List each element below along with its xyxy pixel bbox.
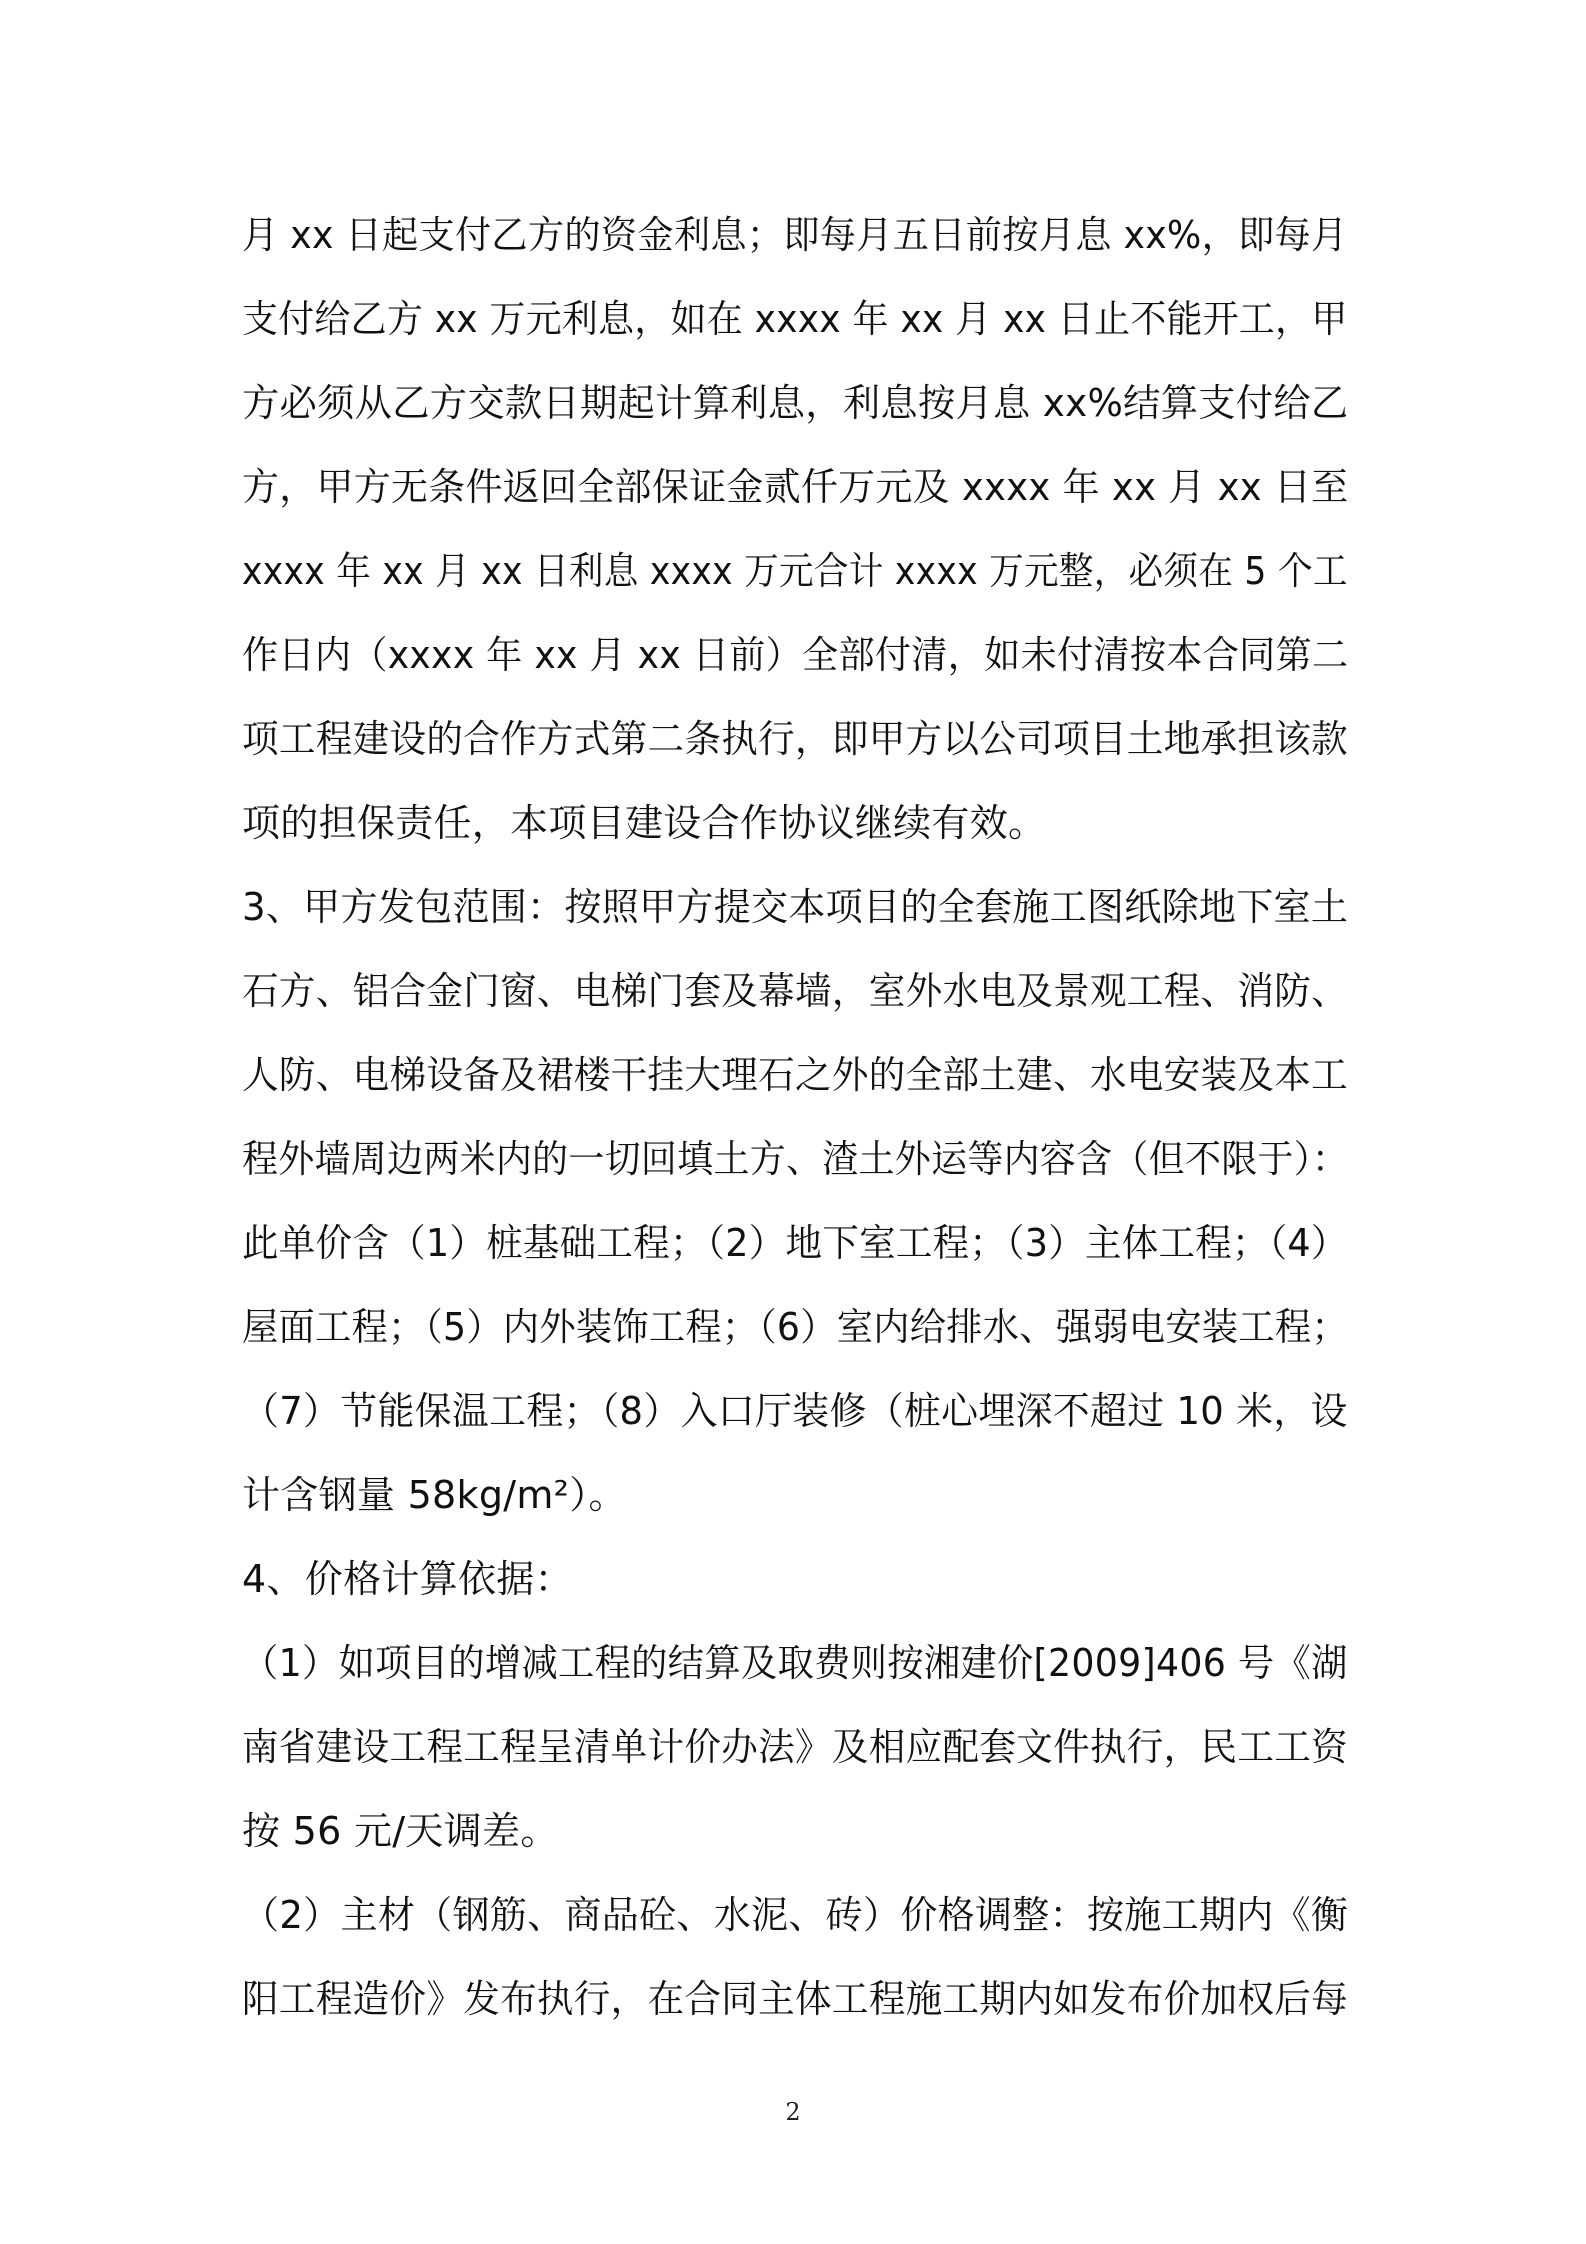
text-line: xxxx 年 xx 月 xx 日利息 xxxx 万元合计 xxxx 万元整，必须在 5 个工	[242, 549, 1348, 593]
text-line: 项的担保责任，本项目建设合作协议继续有效。	[242, 801, 1047, 845]
text-line: （1）如项目的增减工程的结算及取费则按湘建价[2009]406 号《湖	[242, 1641, 1348, 1685]
text-line: 程外墙周边两米内的一切回填土方、渣土外运等内容含（但不限于）：	[242, 1137, 1349, 1181]
page-number: 2	[785, 2098, 801, 2126]
text-line: 屋面工程；（5）内外装饰工程；（6）室内给排水、强弱电安装工程；	[242, 1305, 1348, 1349]
text-line: 阳工程造价》发布执行，在合同主体工程施工期内如发布价加权后每	[242, 1977, 1349, 2021]
text-line: 方必须从乙方交款日期起计算利息，利息按月息 xx%结算支付给乙	[242, 381, 1349, 425]
text-line: 项工程建设的合作方式第二条执行，即甲方以公司项目土地承担该款	[242, 717, 1349, 761]
text-line: 月 xx 日起支付乙方的资金利息；即每月五日前按月息 xx%，即每月	[242, 213, 1348, 257]
text-line: 石方、铝合金门窗、电梯门套及幕墙，室外水电及景观工程、消防、	[242, 969, 1349, 1013]
text-line: （7）节能保温工程；（8）入口厅装修（桩心埋深不超过 10 米，设	[242, 1389, 1348, 1433]
text-line: 人防、电梯设备及裙楼干挂大理石之外的全部土建、水电安装及本工	[242, 1053, 1349, 1097]
text-line: 3、甲方发包范围：按照甲方提交本项目的全套施工图纸除地下室土	[242, 885, 1349, 929]
text-line: 按 56 元/天调差。	[242, 1809, 559, 1853]
text-line: 方，甲方无条件返回全部保证金贰仟万元及 xxxx 年 xx 月 xx 日至	[242, 465, 1349, 509]
text-line: 南省建设工程工程呈清单计价办法》及相应配套文件执行，民工工资	[242, 1725, 1349, 1769]
text-line: （2）主材（钢筋、商品砼、水泥、砖）价格调整：按施工期内《衡	[242, 1893, 1349, 1937]
text-line: 此单价含（1）桩基础工程；（2）地下室工程；（3）主体工程；（4）	[242, 1221, 1348, 1265]
text-line: 支付给乙方 xx 万元利息，如在 xxxx 年 xx 月 xx 日止不能开工，甲	[242, 297, 1348, 341]
text-line: 4、价格计算依据：	[242, 1557, 573, 1601]
text-line: 计含钢量 58kg/m²）。	[242, 1473, 627, 1517]
text-line: 作日内（xxxx 年 xx 月 xx 日前）全部付清，如未付清按本合同第二	[242, 633, 1349, 677]
